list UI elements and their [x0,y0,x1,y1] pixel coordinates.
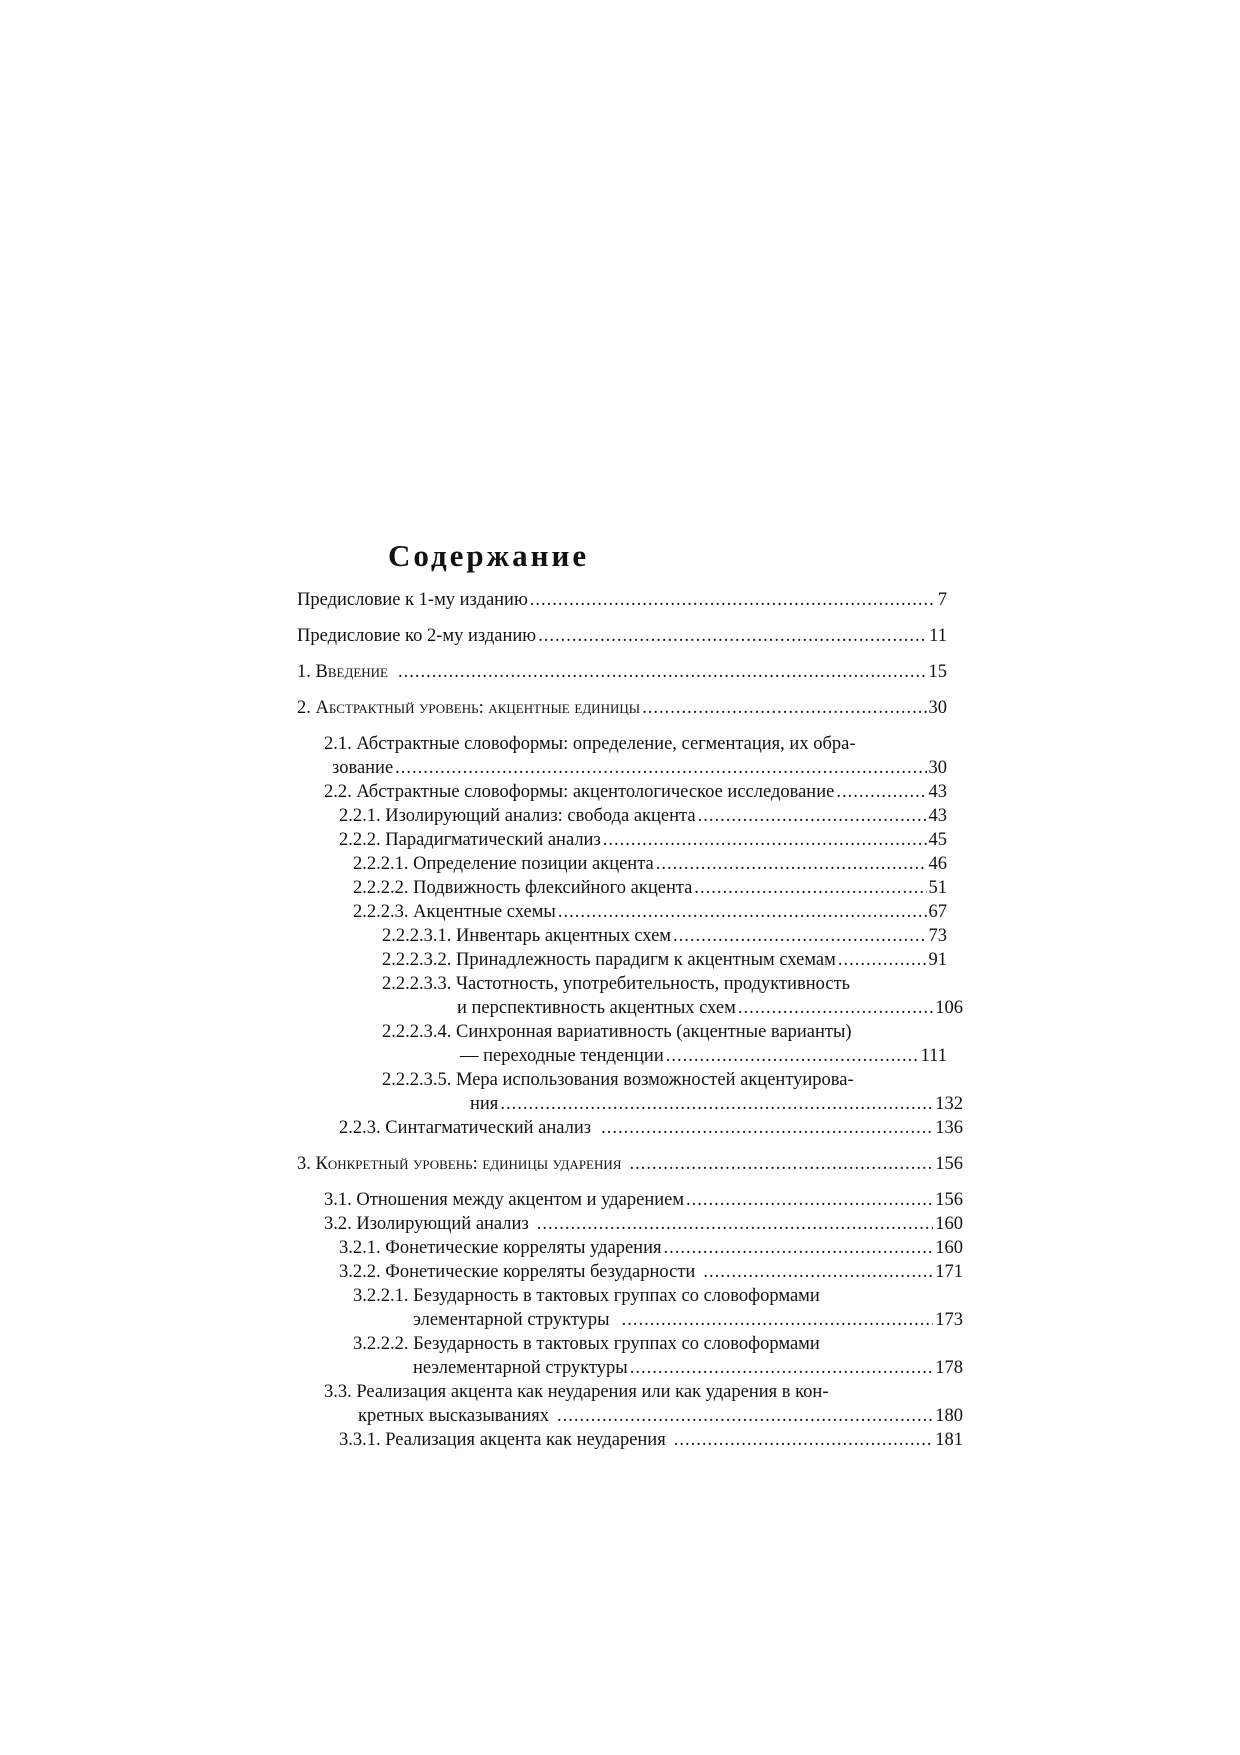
toc-entry-2-1[interactable] [297,732,947,780]
toc-entry-text: 2.2.2.2. Подвижность флексийного акцента [353,878,693,898]
toc-entry-2-2[interactable] [297,780,947,804]
chapter-number: 1. [297,662,311,682]
dot-leader [838,948,927,972]
toc-entry-text: 2.2.1. Изолирующий анализ: свобода акцента [339,806,696,826]
toc-page-number: 160 [935,1238,963,1258]
dot-leader [703,1260,933,1284]
toc-entry-text: 2.2.2.3. Акцентные схемы [353,902,556,922]
toc-page-number: 180 [935,1406,963,1426]
toc-entry-text: 2.2.3. Синтагматический анализ [339,1118,592,1138]
toc-page-number: 156 [935,1190,963,1210]
dot-leader [622,1308,934,1332]
toc-entry-chapter-2[interactable] [297,696,947,720]
toc-page-number: 178 [935,1358,963,1378]
toc-entry-text: 3.1. Отношения между акцентом и ударением [324,1190,685,1210]
toc-entry-text: Предисловие ко 2-му изданию [297,626,537,646]
dot-leader [629,1152,933,1176]
toc-entry-text: 2.2.2.3.4. Синхронная вариативность (акцентные варианты) [382,1022,852,1042]
toc-entry-chapter-1[interactable] [297,660,947,684]
dot-leader [694,876,926,900]
dot-leader [500,1092,933,1116]
dot-leader [674,1428,934,1452]
dot-leader [557,1404,933,1428]
dot-leader [537,1212,934,1236]
toc-entry-3-2-2-1[interactable] [297,1284,963,1332]
dot-leader [395,756,926,780]
toc-entry-preface-1[interactable] [297,588,947,612]
toc-entry-text: 2.2.2.1. Определение позиции акцента [353,854,654,874]
dot-leader [673,924,926,948]
dot-leader [686,1188,933,1212]
toc-entry-3-3[interactable] [297,1380,963,1428]
toc-entry-text: Введение [315,662,388,682]
toc-page-number: 45 [928,830,947,850]
toc-page-number: 46 [928,854,947,874]
toc-entry-2-2-3[interactable] [297,1116,963,1140]
toc-entry-text: Конкретный уровень: единицы ударения [315,1154,622,1174]
toc-entry-3-2[interactable] [297,1212,963,1236]
toc-page-number: 171 [935,1262,963,1282]
toc-entry-text: 2.2.2.3.1. Инвентарь акцентных схем [382,926,672,946]
toc-entry-text-continued: зование [332,758,394,778]
toc-entry-3-1[interactable] [297,1188,963,1212]
toc-entry-2-2-2-3-2[interactable] [297,948,947,972]
toc-page-number: 43 [928,806,947,826]
toc-entry-2-2-1[interactable] [297,804,947,828]
toc-entry-chapter-3[interactable] [297,1152,963,1176]
toc-page-number: 73 [928,926,947,946]
toc-page-number: 132 [935,1094,963,1114]
toc-entry-2-2-2-2[interactable] [297,876,947,900]
chapter-number: 3. [297,1154,311,1174]
toc-entry-2-2-2-3[interactable] [297,900,947,924]
toc-entry-3-3-1[interactable] [297,1428,963,1452]
toc-page-number: 30 [928,698,947,718]
toc-entry-text-continued: — переходные тенденции [460,1046,664,1066]
toc-entry-text: Предисловие к 1-му изданию [297,590,528,610]
toc-entry-text: 3.2. Изолирующий анализ [324,1214,529,1234]
toc-entry-2-2-2-3-3[interactable] [297,972,963,1020]
toc-entry-text: 2.2.2.3.5. Мера использования возможностей акцентуирова- [382,1070,854,1090]
toc-entry-text: 3.2.2.1. Безударность в тактовых группах со словоформами [353,1286,820,1306]
dot-leader [558,900,927,924]
dot-leader [738,996,933,1020]
toc-entry-text: 2.2.2. Парадигматический анализ [339,830,601,850]
toc-page-number: 156 [935,1154,963,1174]
dot-leader [642,696,926,720]
toc-page-number: 173 [935,1310,963,1330]
toc-entry-2-2-2-3-4[interactable] [297,1020,947,1068]
toc-entry-text-continued: неэлементарной структуры [413,1358,628,1378]
toc-entry-text: 2.2. Абстрактные словоформы: акцентологическое исследование [324,782,835,802]
toc-entry-2-2-2-1[interactable] [297,852,947,876]
toc-page-number: 51 [928,878,947,898]
table-of-contents [297,526,963,1452]
dot-leader [836,780,926,804]
dot-leader [398,660,927,684]
toc-entry-text: 2.2.2.3.3. Частотность, употребительность, продуктивность [382,974,851,994]
toc-page-number: 106 [935,998,963,1018]
toc-entry-2-2-2-3-5[interactable] [297,1068,963,1116]
toc-entry-text: 3.2.2. Фонетические корреляты безударности [339,1262,696,1282]
toc-entry-3-2-1[interactable] [297,1236,963,1260]
toc-entry-text: 2.2.2.3.2. Принадлежность парадигм к акцентным схемам [382,950,836,970]
toc-entry-text-continued: кретных высказываниях [358,1406,550,1426]
toc-page-number: 91 [928,950,947,970]
toc-entry-text: 3.2.2.2. Безударность в тактовых группах со словоформами [353,1334,820,1354]
dot-leader [538,624,927,648]
dot-leader [630,1356,934,1380]
toc-page-number: 67 [928,902,947,922]
toc-entry-text-continued: ния [470,1094,499,1114]
toc-page-number: 43 [928,782,947,802]
toc-entry-2-2-2-3-1[interactable] [297,924,947,948]
dot-leader [530,588,936,612]
toc-page-number: 111 [920,1046,947,1066]
page-title: Содержание [388,538,590,573]
toc-entry-text: 3.2.1. Фонетические корреляты ударения [339,1238,662,1258]
dot-leader [666,1044,919,1068]
toc-page-number: 15 [928,662,947,682]
dot-leader [664,1236,934,1260]
dot-leader [601,1116,933,1140]
toc-entry-text: 3.3. Реализация акцента как неударения или как ударения в кон- [324,1382,829,1402]
toc-entry-text: 3.3.1. Реализация акцента как неударения [339,1430,666,1450]
toc-entry-text: Абстрактный уровень: акцентные единицы [315,698,641,718]
toc-entry-3-2-2[interactable] [297,1260,963,1284]
toc-page-number: 160 [935,1214,963,1234]
toc-page-number: 136 [935,1118,963,1138]
toc-entry-3-2-2-2[interactable] [297,1332,963,1380]
toc-entry-2-2-2[interactable] [297,828,947,852]
toc-page-number: 7 [937,590,947,610]
toc-entry-text-continued: элементарной структуры [413,1310,610,1330]
toc-page-number: 11 [929,626,947,646]
toc-entry-text: 2.1. Абстрактные словоформы: определение, сегментация, их обра- [324,734,856,754]
toc-entry-text-continued: и перспективность акцентных схем [457,998,736,1018]
dot-leader [698,804,927,828]
toc-entry-preface-2[interactable] [297,624,947,648]
chapter-number: 2. [297,698,311,718]
dot-leader [656,852,927,876]
dot-leader [603,828,927,852]
toc-page-number: 30 [928,758,947,778]
toc-page-number: 181 [935,1430,963,1450]
